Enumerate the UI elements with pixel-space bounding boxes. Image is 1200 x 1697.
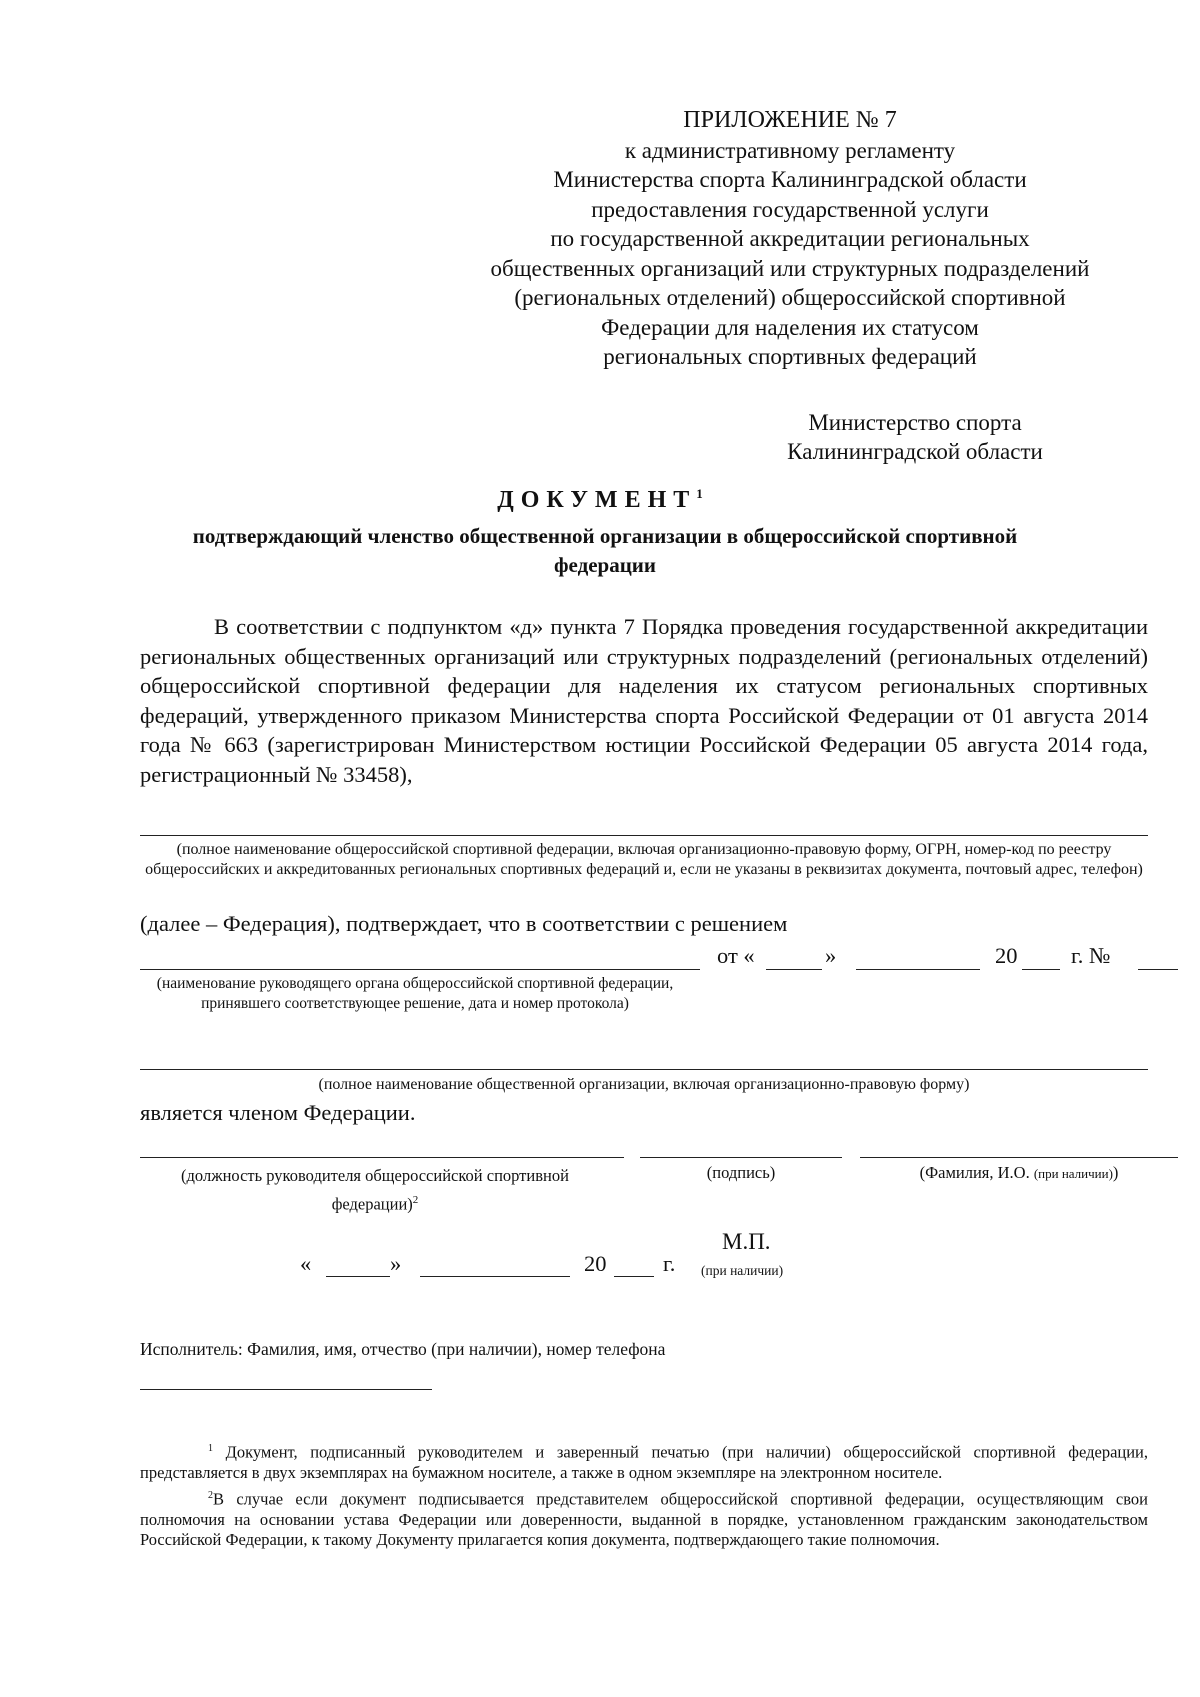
name-note: (Фамилия, И.О. (при наличии)) — [919, 1163, 1119, 1182]
footnote-marker: 2 — [412, 1194, 419, 1206]
body-paragraph: В соответствии с подпунктом «д» пункта 7 Порядка проведения государственной аккредитации региональных общественных организаций или структурных подразделений (региональных отделений) общероссийской спортивной федерации для наделения их статусом региональных спортивных федераций, утвержденного приказом Министерства спорта Российской Федерации от 01 августа 2014 года № 663 (зарегистрирован Министерством юстиции Российской Федерации 05 августа 2014 года, регистрационный № 33458), — [140, 614, 1148, 787]
decision-month-line[interactable] — [856, 969, 980, 970]
appendix-line: по государственной аккредитации региональных — [550, 226, 1030, 251]
decision-number-line[interactable] — [1138, 969, 1178, 970]
stamp-label: М.П. — [722, 1229, 771, 1254]
date-open-quote: « — [300, 1251, 312, 1276]
year-prefix: 20 — [995, 943, 1018, 968]
document-subtitle: подтверждающий членство общественной организации в общероссийской спортивной федерации — [192, 524, 1018, 577]
recipient-line: Калининградской области — [787, 439, 1043, 464]
footnote-text: Документ, подписанный руководителем и заверенный печатью (при наличии) общероссийской спортивной федерации, представляется в двух экземплярах на бумажном носителе, а также в одном экземпляре на электронном носителе. — [140, 1442, 1149, 1482]
appendix-line: общественных организаций или структурных подразделений — [490, 255, 1090, 281]
recipient-block — [740, 408, 1090, 466]
decision-body-line[interactable] — [140, 969, 700, 970]
footnote-separator — [140, 1389, 432, 1390]
from-label: от « — [717, 943, 755, 968]
document-title — [0, 486, 1200, 514]
decision-note: (наименование руководящего органа общероссийской спортивной федерации, принявшего соответствующее решение, дата и номер протокола) — [156, 975, 674, 1012]
continuation-text: (далее – Федерация), подтверждает, что в соответствии с решением — [140, 911, 788, 936]
signature-note: (подпись) — [706, 1163, 776, 1182]
date-year-prefix: 20 — [584, 1251, 607, 1276]
footnote-marker: 1 — [696, 486, 703, 501]
position-note — [160, 1163, 590, 1217]
appendix-line: (региональных отделений) общероссийской спортивной — [514, 285, 1066, 310]
date-year-line[interactable] — [614, 1276, 654, 1277]
date-day-line[interactable] — [326, 1276, 390, 1277]
name-line[interactable] — [860, 1157, 1178, 1158]
executor-label: Исполнитель: Фамилия, имя, отчество (при наличии), номер телефона — [140, 1339, 666, 1359]
date-close-quote: » — [390, 1251, 402, 1276]
name-note-small: (при наличии) — [1033, 1166, 1113, 1181]
footnote-number: 2 — [208, 1489, 213, 1501]
decision-day-line[interactable] — [766, 969, 822, 970]
footnote-2 — [140, 1486, 1148, 1551]
member-text: является членом Федерации. — [140, 1100, 416, 1125]
recipient-line: Министерство спорта — [808, 410, 1022, 435]
federation-name-line[interactable] — [140, 835, 1148, 836]
name-note-text: (Фамилия, И.О. — [919, 1163, 1030, 1182]
decision-year-line[interactable] — [1022, 969, 1060, 970]
footnote-1 — [140, 1439, 1148, 1484]
signature-line[interactable] — [640, 1157, 842, 1158]
position-note-text: (должность руководителя общероссийской спортивной федерации) — [181, 1166, 569, 1214]
stamp-note: (при наличии) — [701, 1263, 784, 1278]
quote-close: » — [825, 943, 837, 968]
footnotes — [140, 1439, 1148, 1553]
federation-note: (полное наименование общероссийской спортивной федерации, включая организационно-правовую форму, ОГРН, номер-код по реестру общероссийских и аккредитованных региональных спортивных федераций и, если не указаны в реквизитах документа, почтовый адрес, телефон) — [145, 841, 1143, 878]
footnote-number: 1 — [208, 1443, 213, 1454]
appendix-header — [440, 106, 1140, 372]
organization-note: (полное наименование общественной организации, включая организационно-правовую форму) — [318, 1076, 970, 1093]
appendix-line: к административному регламенту — [624, 137, 956, 163]
appendix-line: региональных спортивных федераций — [603, 344, 977, 369]
appendix-line: предоставления государственной услуги — [591, 196, 989, 222]
appendix-title: ПРИЛОЖЕНИЕ № 7 — [683, 107, 897, 133]
footnote-text: В случае если документ подписывается представителем общероссийской спортивной федерации, осуществляющим свои полномочия на основании устава Федерации или доверенности, выданной в порядке, установленном гражданским законодательством Российской Федерации, к такому Документу прилагается копия документа, подтверждающего такие полномочия. — [140, 1489, 1148, 1549]
date-year-suffix: г. — [663, 1251, 676, 1276]
position-line[interactable] — [140, 1157, 624, 1158]
date-month-line[interactable] — [420, 1276, 570, 1277]
number-label: г. № — [1071, 943, 1111, 968]
organization-name-line[interactable] — [140, 1069, 1148, 1070]
appendix-line: Министерства спорта Калининградской области — [553, 167, 1027, 192]
appendix-line: Федерации для наделения их статусом — [601, 314, 979, 340]
document-title-text: ДОКУМЕНТ — [497, 487, 697, 513]
